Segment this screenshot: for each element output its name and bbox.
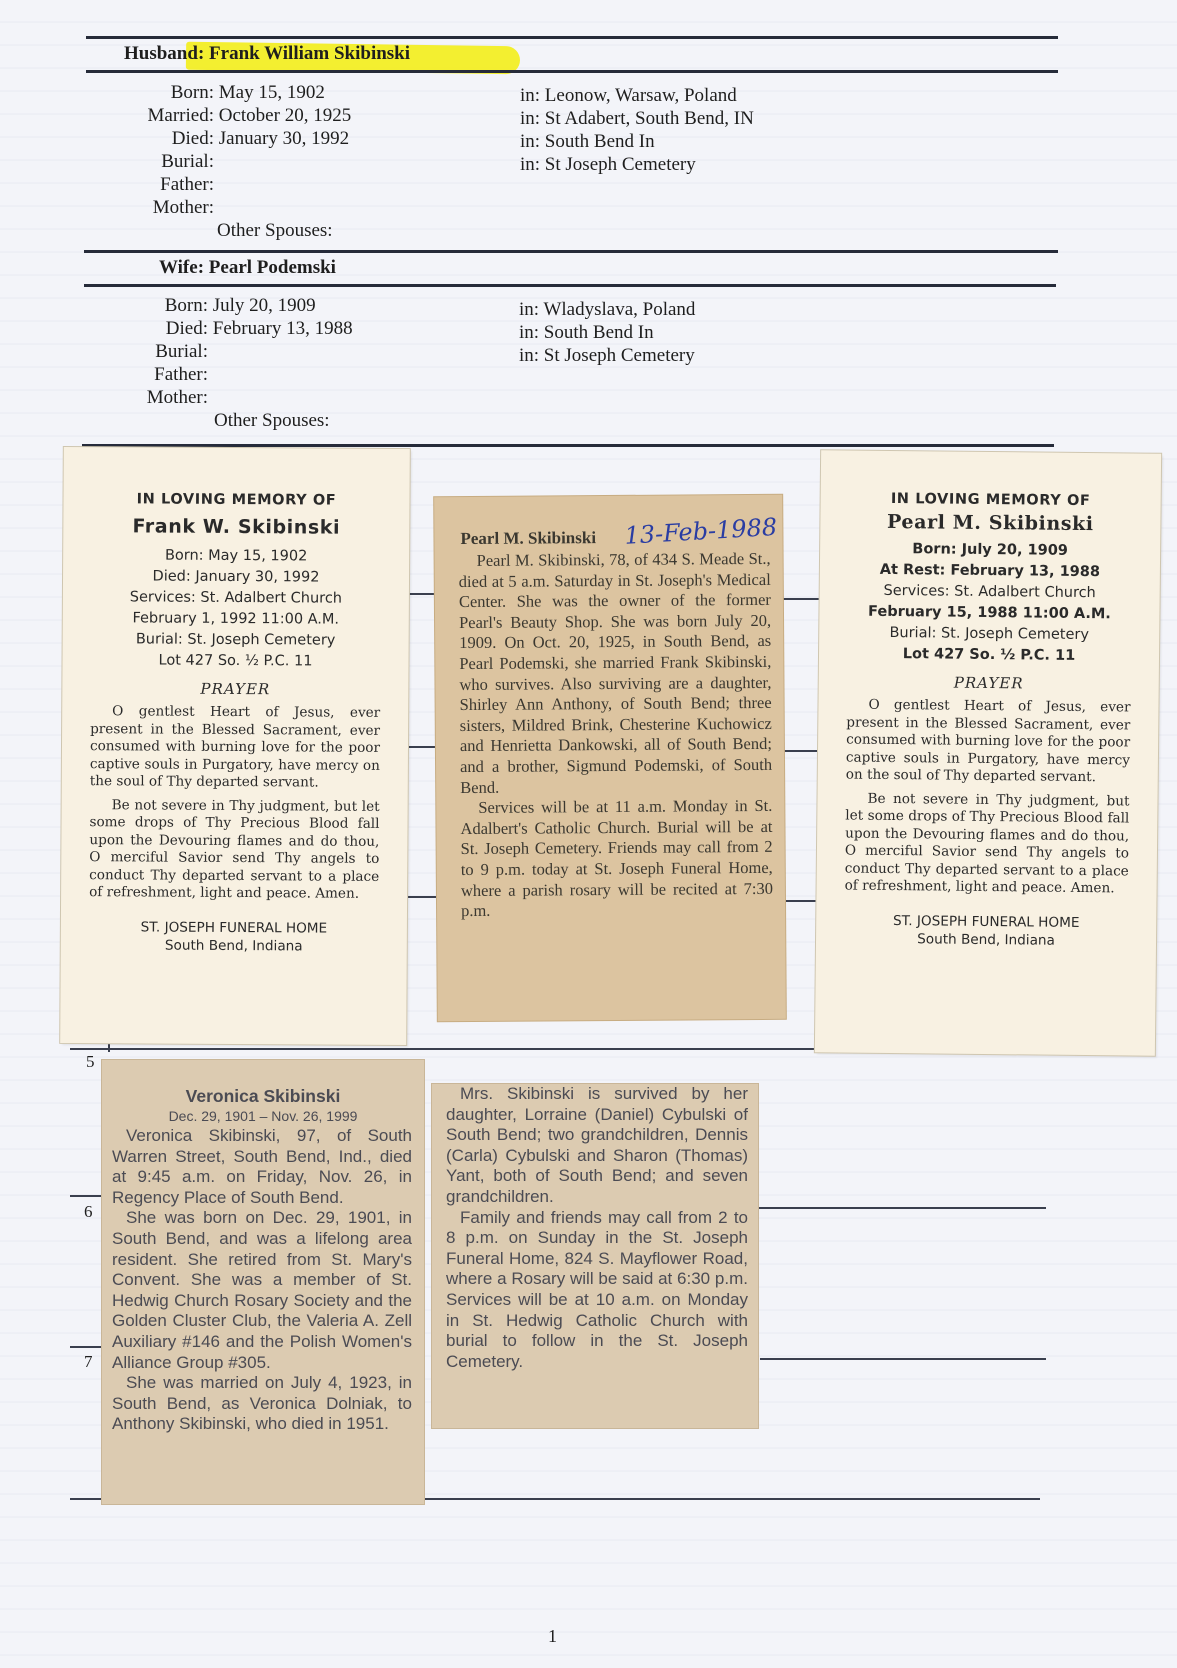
husband-married-date: October 20, 1925 [218,105,352,126]
wife-fields [108,294,353,432]
card-line: Lot 427 So. ½ P.C. 11 [158,652,313,670]
rule-wife-top [84,250,1058,253]
married-label: Married: [147,105,214,126]
rule-husband [86,70,1058,73]
husband-label: Husband: [124,43,205,64]
clipping-paragraph: Services will be at 11 a.m. Monday in St. Adalbert's Catholic Church. Burial will be at St. Joseph Cemetery. Friends may call from 2 to 9 p.m. today at St. Joseph Funeral Home, where a parish rosary will be recited at 7:30 p.m. [460,795,773,921]
prayer-paragraph: Be not severe in Thy judgment, but let some drops of Thy Precious Blood fall upon the Devouring flames and do thou, O merciful Savior send Thy angels to conduct Thy departed servant to a place of refreshment, light and peace. Amen. [844,790,1130,897]
card-line: Services: St. Adalbert Church [883,582,1096,602]
died-label: Died: [165,318,208,339]
card-line: Burial: St. Joseph Cemetery [889,624,1090,644]
card-line: At Rest: February 13, 1988 [879,561,1101,581]
clipping-paragraph: Family and friends may call from 2 to 8 p.m. on Sunday in the St. Joseph Funeral Home, 824 S. Mayflower Road, where a Rosary will be said at 6:30 p.m. Services will be at 10 a.m. on Monday in St. Hedwig Catholic Church with burial to follow in the St. Joseph Cemetery. [446,1207,748,1371]
husband-name: Frank William Skibinski [209,43,411,64]
card-line: Lot 427 So. ½ P.C. 11 [902,646,1076,664]
wife-born-place: in: Wladyslava, Poland [519,299,696,320]
card-name: Frank W. Skibinski [132,515,341,539]
card-line: February 15, 1988 11:00 A.M. [868,603,1111,623]
mother-label: Mother: [146,387,208,408]
mother-label: Mother: [152,197,214,218]
rule-top [86,36,1058,39]
clipping-paragraph: Pearl M. Skibinski, 78, of 434 S. Meade St., died at 5 a.m. Saturday in St. Joseph's Medical Center. She was the owner of the former Pearl's Beauty Shop. She was born July 20, 1909. On Oct. 20, 1925, in South Bend, as Pearl Podemski, she married Frank Skibinski, who survives. Also surviving are a daughter, Shirley Ann Anthony, of South Bend; three sisters, Mildred Brink, Chesterine Kuchowicz and Henrietta Dankowski, all of South Bend; and a brother, Sigmund Podemski, of South Bend. [458,548,773,797]
card-name: Pearl M. Skibinski [887,510,1094,536]
husband-fields [110,81,351,242]
card-line: Services: St. Adalbert Church [129,589,343,607]
husband-born-place: in: Leonow, Warsaw, Poland [520,85,737,106]
card-line: Born: May 15, 1902 [164,547,308,565]
husband-places [520,84,754,176]
wife-heading [159,257,336,279]
died-label: Died: [171,128,214,149]
funeral-home-city: South Bend, Indiana [917,930,1055,949]
card-line: Died: January 30, 1992 [152,568,320,586]
clipping-title: Veronica Skibinski [185,1086,341,1106]
handwritten-date: 13-Feb-1988 [623,512,778,550]
funeral-home: ST. JOSEPH FUNERAL HOME [892,912,1080,931]
obituary-clipping-pearl [434,495,786,1021]
other-spouses-label: Other Spouses: [214,410,330,431]
rule-wife-bottom [82,444,1054,447]
wife-died-place: in: South Bend In [519,322,654,343]
funeral-home: ST. JOSEPH FUNERAL HOME [140,918,328,937]
wife-burial-place: in: St Joseph Cemetery [519,345,695,366]
card-header: IN LOVING MEMORY OF [136,491,337,509]
row-line [750,1207,1046,1209]
prayer-paragraph: O gentlest Heart of Jesus, ever present in the Blessed Sacrament, ever consumed with burning love for the poor captive souls in Purgatory, have mercy on the soul of Thy departed servant. [845,696,1131,786]
wife-died-date: February 13, 1988 [212,318,353,339]
prayer-paragraph: Be not severe in Thy judgment, but let some drops of Thy Precious Blood fall upon the Devouring flames and do thou, O merciful Savior send Thy angels to conduct Thy departed servant to a place of refreshment, light and peace. Amen. [89,796,380,902]
memorial-card-frank [60,447,410,1045]
obituary-clipping-veronica [102,1060,424,1504]
prayer-title: PRAYER [953,673,1024,693]
husband-born-date: May 15, 1902 [218,82,325,103]
clipping-paragraph: She was married on July 4, 1923, in South Bend, as Veronica Dolniak, to Anthony Skibinski, who died in 1951. [112,1373,412,1434]
wife-name: Pearl Podemski [208,257,336,278]
clipping-paragraph: Veronica Skibinski, 97, of South Warren Street, South Bend, Ind., died at 9:45 a.m. on Friday, Nov. 26, in Regency Place of South Bend. [112,1126,412,1207]
card-header: IN LOVING MEMORY OF [890,490,1091,510]
burial-label: Burial: [161,151,214,172]
memorial-card-pearl [815,450,1161,1056]
born-label: Born: [170,82,214,103]
other-spouses-label: Other Spouses: [217,220,333,241]
husband-married-place: in: St Adabert, South Bend, IN [520,108,754,129]
page-number: 1 [548,1626,557,1646]
clipping-dates: Dec. 29, 1901 – Nov. 26, 1999 [168,1108,358,1124]
wife-places [519,298,695,367]
row-line [70,1346,106,1348]
wife-born-date: July 20, 1909 [212,295,316,316]
born-label: Born: [164,295,208,316]
rule-wife [84,284,1056,287]
wife-label: Wife: [159,257,205,278]
father-label: Father: [160,174,214,195]
card-line: Born: July 20, 1909 [912,541,1069,559]
prayer-title: PRAYER [200,679,271,699]
husband-died-place: in: South Bend In [520,131,655,152]
row-number-5: 5 [86,1052,95,1071]
husband-burial-place: in: St Joseph Cemetery [520,154,696,175]
row-line [760,1358,1046,1360]
burial-label: Burial: [155,341,208,362]
father-label: Father: [154,364,208,385]
clipping-paragraph: She was born on Dec. 29, 1901, in South Bend, and was a lifelong area resident. She retired from St. Mary's Convent. She was a member of St. Hedwig Church Rosary Society and the Golden Cluster Club, the Valeria A. Zell Auxiliary #146 and the Polish Women's Alliance Group #305. [112,1208,412,1372]
prayer-paragraph: O gentlest Heart of Jesus, ever present in the Blessed Sacrament, ever consumed with burning love for the poor captive souls in Purgatory, have mercy on the soul of Thy departed servant. [89,703,381,791]
row-line [70,1195,106,1197]
row-number-6: 6 [84,1202,93,1221]
clipping-paragraph: Mrs. Skibinski is survived by her daughter, Lorraine (Daniel) Cybulski of South Bend; two grandchildren, Dennis (Carla) Cybulski and Sharon (Thomas) Yant, both of South Bend; and seven grandchildren. [446,1084,748,1206]
clipping-title: Pearl M. Skibinski [460,528,597,549]
husband-heading [124,43,410,65]
funeral-home-city: South Bend, Indiana [164,937,303,954]
card-line: February 1, 1992 11:00 A.M. [132,610,340,628]
card-line: Burial: St. Joseph Cemetery [135,631,336,649]
husband-died-date: January 30, 1992 [218,128,350,149]
obituary-clipping-veronica-continued [432,1084,758,1428]
row-number-7: 7 [84,1352,93,1371]
